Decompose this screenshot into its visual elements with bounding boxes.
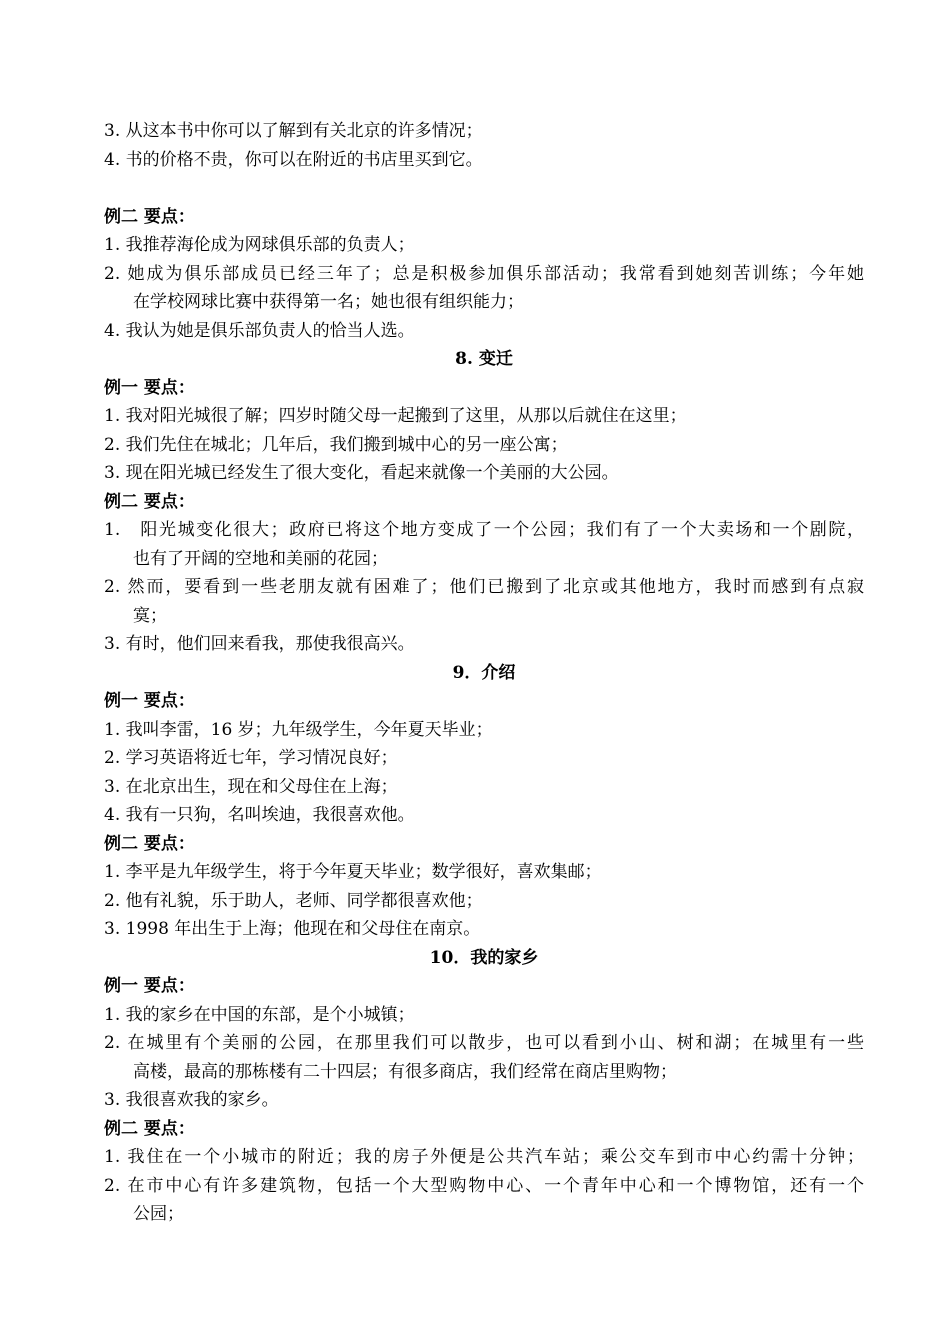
- example-heading: 例一 要点：: [104, 377, 195, 398]
- text-line: 2. 他有礼貌，乐于助人，老师、同学都很喜欢他；: [104, 890, 483, 911]
- text-line: 4. 我认为她是俱乐部负责人的恰当人选。: [104, 320, 415, 341]
- text-line: 3. 现在阳光城已经发生了很大变化，看起来就像一个美丽的大公园。: [104, 463, 619, 483]
- text-line: 3. 在北京出生，现在和父母住在上海；: [104, 776, 398, 797]
- text-line: 1. 我对阳光城很了解；四岁时随父母一起搬到了这里，从那以后就住在这里；: [104, 406, 687, 426]
- text-line: 1. 我推荐海伦成为网球俱乐部的负责人；: [104, 235, 415, 255]
- example-heading: 例一 要点：: [104, 976, 195, 996]
- section-title: 9．介绍: [452, 662, 516, 683]
- example-heading: 例一 要点：: [104, 691, 195, 711]
- text-line: 2. 我们先住在城北；几年后，我们搬到城中心的另一座公寓；: [104, 434, 568, 455]
- text-line: 3. 我很喜欢我的家乡。: [104, 1090, 279, 1110]
- text-line: 2. 学习英语将近七年，学习情况良好；: [104, 748, 398, 768]
- text-line: 1. 我住在一个小城市的附近；我的房子外便是公共汽车站；乘公交车到市中心约需十分钟；: [104, 1147, 864, 1167]
- text-line: 3. 有时，他们回来看我，那使我很高兴。: [104, 634, 415, 654]
- example-heading: 例二 要点：: [104, 833, 195, 854]
- text-line: 1. 我的家乡在中国的东部，是个小城镇；: [104, 1004, 415, 1025]
- section-title: 10．我的家乡: [429, 947, 539, 968]
- text-line-continuation: 寞；: [133, 605, 167, 626]
- text-line: 1. 阳光城变化很大；政府已将这个地方变成了一个公园；我们有了一个大卖场和一个剧院，: [104, 520, 864, 540]
- blank-line: [104, 174, 864, 203]
- text-line: 4. 我有一只狗，名叫埃迪，我很喜欢他。: [104, 805, 415, 825]
- text-line: 2. 在城里有个美丽的公园，在那里我们可以散步，也可以看到小山、树和湖；在城里有一些: [104, 1033, 864, 1053]
- text-line: 3. 从这本书中你可以了解到有关北京的许多情况；: [104, 121, 483, 141]
- text-line: 3. 1998 年出生于上海；他现在和父母住在南京。: [104, 919, 481, 939]
- text-line: 2. 在市中心有许多建筑物，包括一个大型购物中心、一个青年中心和一个博物馆，还有一个: [104, 1175, 864, 1196]
- text-line: 1. 我叫李雷，16 岁；九年级学生，今年夏天毕业；: [104, 719, 493, 740]
- text-line-continuation: 在学校网球比赛中获得第一名；她也很有组织能力；: [133, 292, 524, 312]
- text-line: 4. 书的价格不贵，你可以在附近的书店里买到它。: [104, 149, 483, 170]
- document-page: [104, 117, 864, 1229]
- text-line: 1. 李平是九年级学生，将于今年夏天毕业；数学很好，喜欢集邮；: [104, 862, 602, 882]
- text-line-continuation: 公园；: [133, 1204, 184, 1224]
- section-title: 8. 变迁: [455, 349, 513, 369]
- text-line: 2. 她成为俱乐部成员已经三年了；总是积极参加俱乐部活动；我常看到她刻苦训练；今年她: [104, 263, 864, 284]
- text-line: 2. 然而，要看到一些老朋友就有困难了；他们已搬到了北京或其他地方，我时而感到有点寂: [104, 577, 864, 597]
- text-line-continuation: 高楼，最高的那栋楼有二十四层；有很多商店，我们经常在商店里购物；: [133, 1061, 677, 1082]
- text-line-continuation: 也有了开阔的空地和美丽的花园；: [133, 548, 388, 569]
- example-heading: 例二 要点：: [104, 1118, 195, 1139]
- example-heading: 例二 要点：: [104, 206, 195, 227]
- example-heading: 例二 要点：: [104, 491, 195, 512]
